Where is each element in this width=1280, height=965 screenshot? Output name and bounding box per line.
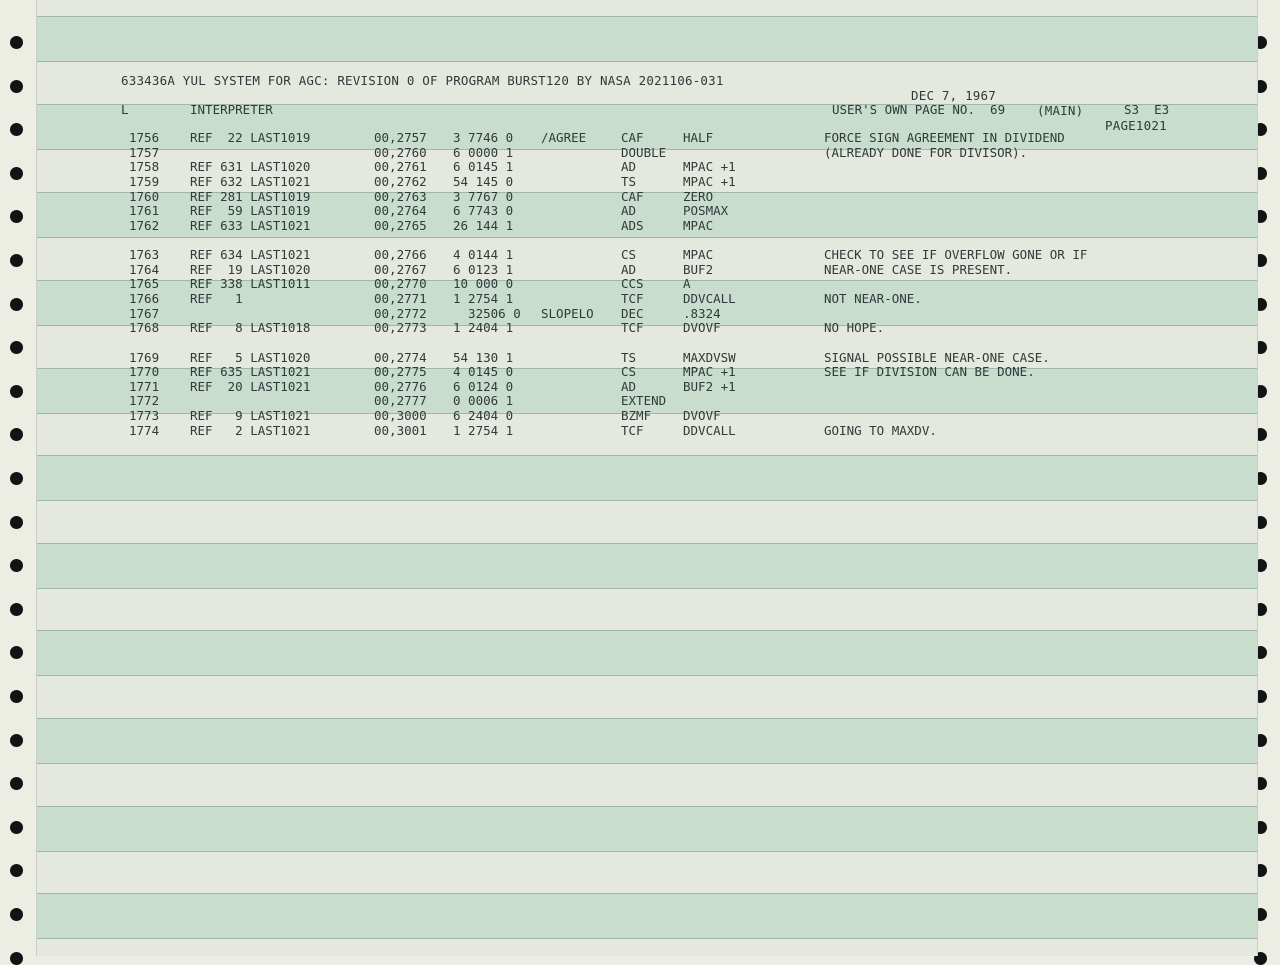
row-op: EXTEND (621, 393, 667, 408)
row-op: TCF (621, 291, 644, 306)
row-operand: DVOVF (683, 408, 721, 423)
row-op: TCF (621, 320, 644, 335)
header-main: (MAIN) (1037, 103, 1084, 118)
row-line: 1765 (129, 276, 160, 291)
row-op: CS (621, 247, 637, 262)
tractor-hole (10, 341, 23, 354)
row-ref: REF 635 LAST1021 (190, 364, 311, 379)
row-op: DOUBLE (621, 145, 667, 160)
tractor-hole (10, 385, 23, 398)
row-op: CAF (621, 189, 644, 204)
row-ref: REF 9 LAST1021 (190, 408, 311, 423)
row-code: 1 2404 1 (453, 320, 514, 335)
row-operand: MAXDVSW (683, 350, 736, 365)
row-comment: SIGNAL POSSIBLE NEAR-ONE CASE. (824, 350, 1050, 365)
row-op: TS (621, 174, 637, 189)
greenbar-band (37, 806, 1257, 852)
greenbar-band (37, 455, 1257, 501)
row-comment: NOT NEAR-ONE. (824, 291, 922, 306)
tractor-hole (10, 734, 23, 747)
row-operand: A (683, 276, 691, 291)
row-line: 1763 (129, 247, 160, 262)
row-ref: REF 59 LAST1019 (190, 203, 311, 218)
row-op: TCF (621, 423, 644, 438)
row-ref: REF 633 LAST1021 (190, 218, 311, 233)
section-title: INTERPRETER (190, 102, 273, 117)
row-addr: 00,2772 (374, 306, 427, 321)
left-tractor-holes (0, 0, 36, 956)
row-addr: 00,2762 (374, 174, 427, 189)
row-comment: CHECK TO SEE IF OVERFLOW GONE OR IF (824, 247, 1088, 262)
row-operand: HALF (683, 130, 714, 145)
row-addr: 00,2765 (374, 218, 427, 233)
row-ref: REF 634 LAST1021 (190, 247, 311, 262)
tractor-hole (10, 821, 23, 834)
header-date: DEC 7, 1967 (911, 88, 996, 103)
row-line: 1760 (129, 189, 160, 204)
row-op: AD (621, 379, 637, 394)
row-op: DEC (621, 306, 644, 321)
users-page-number: USER'S OWN PAGE NO. 69 (832, 102, 1006, 117)
row-op: CCS (621, 276, 644, 291)
row-operand: ZERO (683, 189, 714, 204)
greenbar-band (37, 16, 1257, 62)
row-op: ADS (621, 218, 644, 233)
row-line: 1768 (129, 320, 160, 335)
row-code: 6 0123 1 (453, 262, 514, 277)
row-operand: .8324 (683, 306, 721, 321)
row-line: 1759 (129, 174, 160, 189)
row-addr: 00,2770 (374, 276, 427, 291)
row-addr: 00,3001 (374, 423, 427, 438)
tractor-hole (10, 603, 23, 616)
tractor-hole (10, 210, 23, 223)
row-addr: 00,2766 (374, 247, 427, 262)
row-comment: (ALREADY DONE FOR DIVISOR). (824, 145, 1028, 160)
row-ref: REF 2 LAST1021 (190, 423, 311, 438)
row-ref: REF 19 LAST1020 (190, 262, 311, 277)
row-code: 4 0145 0 (453, 364, 514, 379)
row-ref: REF 1 (190, 291, 243, 306)
row-code: 3 7746 0 (453, 130, 514, 145)
row-code: 10 000 0 (453, 276, 514, 291)
row-line: 1758 (129, 159, 160, 174)
row-ref: REF 8 LAST1018 (190, 320, 311, 335)
tractor-hole (10, 472, 23, 485)
row-addr: 00,2771 (374, 291, 427, 306)
row-comment: NO HOPE. (824, 320, 885, 335)
row-operand: MPAC +1 (683, 159, 736, 174)
row-op: AD (621, 159, 637, 174)
section-marker: L (121, 102, 129, 117)
header-title: 633436A YUL SYSTEM FOR AGC: REVISION 0 OF PROGRAM BURST120 BY NASA 2021106-031 (121, 73, 724, 88)
tractor-hole (10, 36, 23, 49)
row-ref: REF 5 LAST1020 (190, 350, 311, 365)
row-addr: 00,2763 (374, 189, 427, 204)
row-operand: DDVCALL (683, 291, 736, 306)
row-ref: REF 20 LAST1021 (190, 379, 311, 394)
row-addr: 00,2757 (374, 130, 427, 145)
row-ref: REF 632 LAST1021 (190, 174, 311, 189)
tractor-hole (10, 864, 23, 877)
tractor-hole (10, 298, 23, 311)
row-addr: 00,2777 (374, 393, 427, 408)
greenbar-band (37, 718, 1257, 764)
row-code: 32506 0 (453, 306, 521, 321)
row-line: 1773 (129, 408, 160, 423)
greenbar-band (37, 543, 1257, 589)
row-operand: BUF2 (683, 262, 714, 277)
row-comment: FORCE SIGN AGREEMENT IN DIVIDEND (824, 130, 1065, 145)
row-comment: NEAR-ONE CASE IS PRESENT. (824, 262, 1013, 277)
row-code: 6 0000 1 (453, 145, 514, 160)
row-code: 6 7743 0 (453, 203, 514, 218)
greenbar-band (37, 630, 1257, 676)
row-addr: 00,2775 (374, 364, 427, 379)
greenbar-band (37, 893, 1257, 939)
section-codes: S3 E3 (1124, 102, 1170, 117)
row-ref: REF 631 LAST1020 (190, 159, 311, 174)
tractor-hole (10, 428, 23, 441)
row-addr: 00,2776 (374, 379, 427, 394)
row-addr: 00,2760 (374, 145, 427, 160)
row-code: 1 2754 1 (453, 291, 514, 306)
row-op: TS (621, 350, 637, 365)
row-operand: DVOVF (683, 320, 721, 335)
tractor-hole (10, 908, 23, 921)
row-code: 0 0006 1 (453, 393, 514, 408)
row-addr: 00,3000 (374, 408, 427, 423)
row-code: 26 144 1 (453, 218, 514, 233)
tractor-hole (10, 167, 23, 180)
row-addr: 00,2764 (374, 203, 427, 218)
row-operand: BUF2 +1 (683, 379, 736, 394)
row-op: BZMF (621, 408, 652, 423)
tractor-hole (10, 123, 23, 136)
tractor-hole (10, 516, 23, 529)
row-operand: DDVCALL (683, 423, 736, 438)
row-code: 1 2754 1 (453, 423, 514, 438)
row-line: 1762 (129, 218, 160, 233)
row-code: 6 0145 1 (453, 159, 514, 174)
tractor-hole (10, 80, 23, 93)
row-operand: MPAC (683, 218, 714, 233)
row-op: CS (621, 364, 637, 379)
row-code: 54 130 1 (453, 350, 514, 365)
tractor-hole (10, 952, 23, 965)
row-addr: 00,2774 (374, 350, 427, 365)
tractor-hole (10, 777, 23, 790)
row-label: SLOPELO (541, 306, 594, 321)
row-addr: 00,2761 (374, 159, 427, 174)
row-line: 1761 (129, 203, 160, 218)
row-addr: 00,2767 (374, 262, 427, 277)
tractor-hole (10, 690, 23, 703)
row-code: 6 0124 0 (453, 379, 514, 394)
row-line: 1769 (129, 350, 160, 365)
row-operand: MPAC (683, 247, 714, 262)
row-line: 1764 (129, 262, 160, 277)
row-label: /AGREE (541, 130, 587, 145)
row-line: 1774 (129, 423, 160, 438)
row-line: 1771 (129, 379, 160, 394)
row-op: AD (621, 262, 637, 277)
row-ref: REF 281 LAST1019 (190, 189, 311, 204)
row-operand: MPAC +1 (683, 174, 736, 189)
row-line: 1770 (129, 364, 160, 379)
row-code: 3 7767 0 (453, 189, 514, 204)
row-line: 1772 (129, 393, 160, 408)
tractor-hole (10, 646, 23, 659)
row-code: 54 145 0 (453, 174, 514, 189)
row-op: AD (621, 203, 637, 218)
row-addr: 00,2773 (374, 320, 427, 335)
header-page: PAGE1021 (1105, 118, 1167, 133)
row-line: 1767 (129, 306, 160, 321)
row-ref: REF 338 LAST1011 (190, 276, 311, 291)
row-comment: GOING TO MAXDV. (824, 423, 937, 438)
row-operand: POSMAX (683, 203, 729, 218)
row-op: CAF (621, 130, 644, 145)
row-code: 4 0144 1 (453, 247, 514, 262)
row-line: 1766 (129, 291, 160, 306)
tractor-hole (10, 254, 23, 267)
tractor-hole (10, 559, 23, 572)
row-comment: SEE IF DIVISION CAN BE DONE. (824, 364, 1035, 379)
row-operand: MPAC +1 (683, 364, 736, 379)
row-line: 1757 (129, 145, 160, 160)
row-code: 6 2404 0 (453, 408, 514, 423)
row-line: 1756 (129, 130, 160, 145)
row-ref: REF 22 LAST1019 (190, 130, 311, 145)
